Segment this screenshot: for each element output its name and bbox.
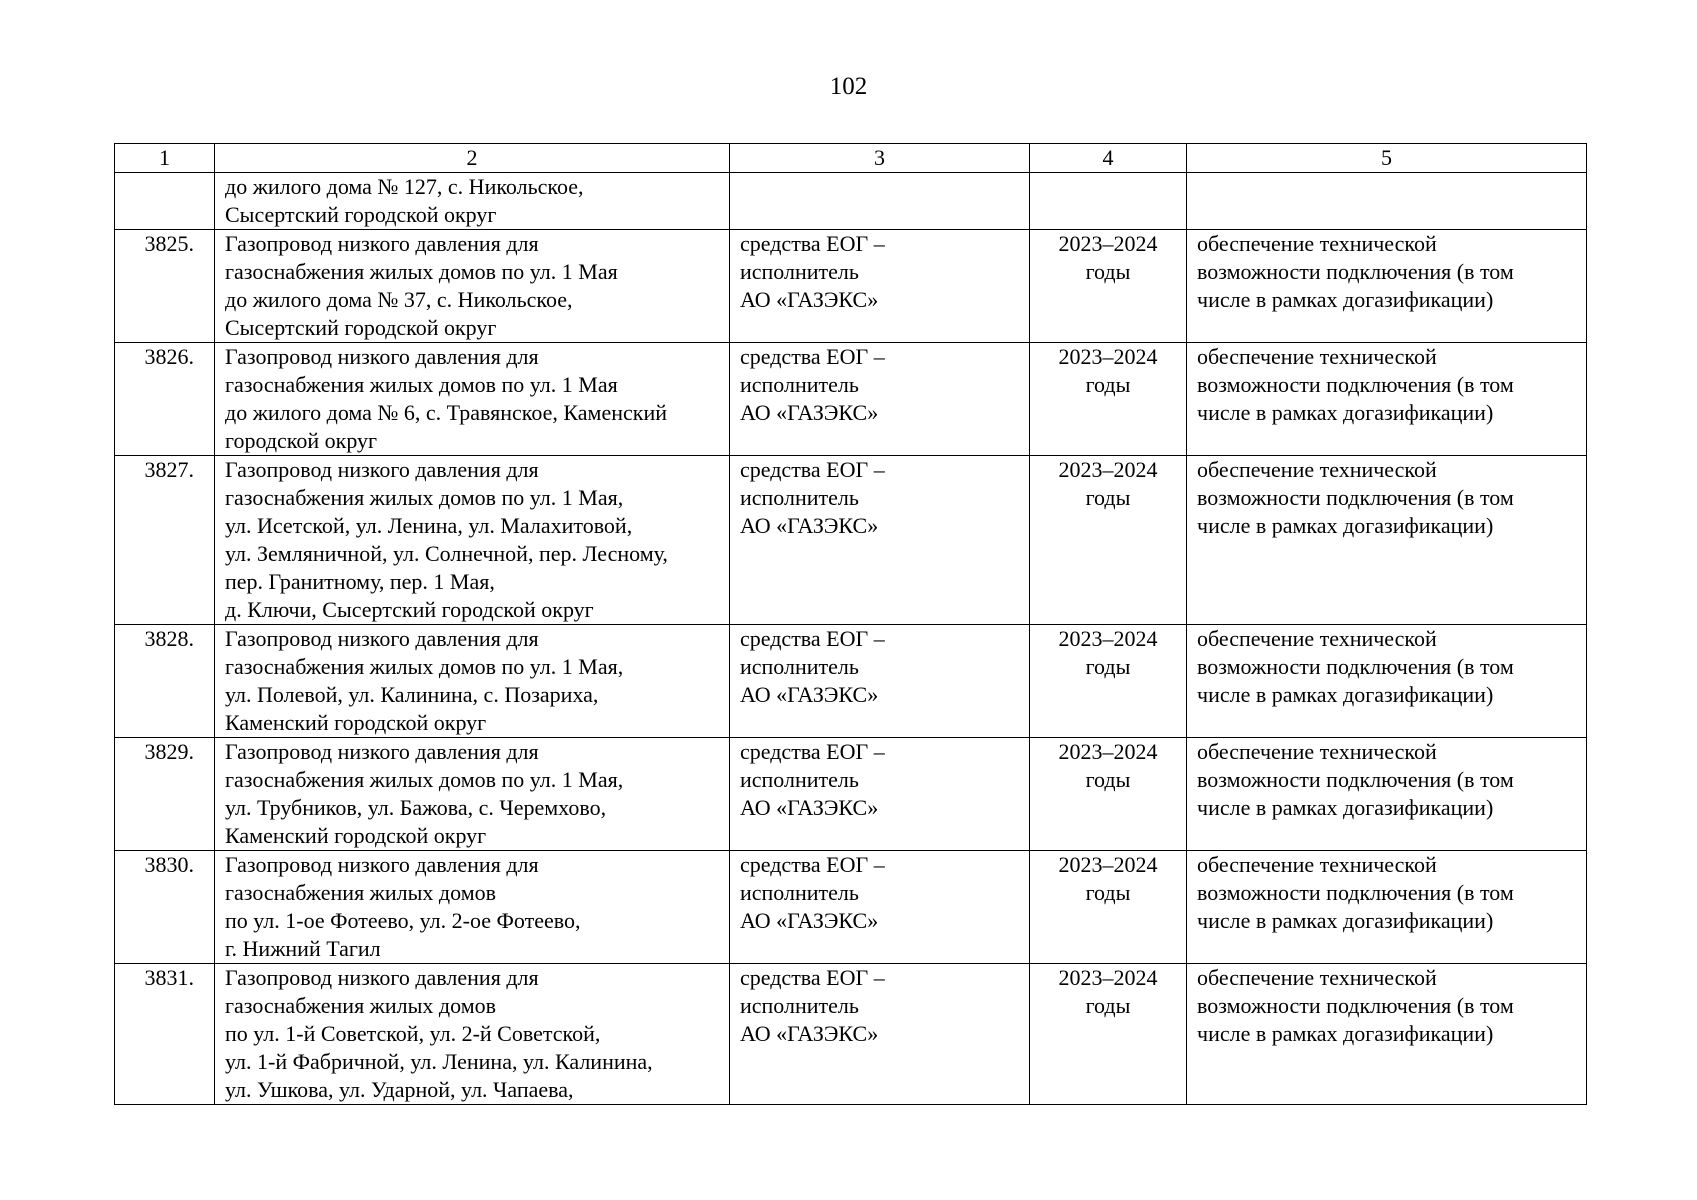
purpose-line: обеспечение технической bbox=[1197, 231, 1437, 256]
purpose-line: обеспечение технической bbox=[1197, 626, 1437, 651]
row-number-cell: 3828. bbox=[115, 625, 215, 738]
purpose-line: числе в рамках догазификации) bbox=[1197, 908, 1494, 933]
implementation-years-line: годы bbox=[1085, 654, 1131, 679]
object-description-line: до жилого дома № 127, с. Никольское, bbox=[225, 174, 584, 199]
purpose-line: числе в рамках догазификации) bbox=[1197, 1021, 1494, 1046]
funding-source-cell bbox=[730, 964, 1030, 1105]
purpose-line: возможности подключения (в том bbox=[1197, 259, 1514, 284]
funding-source-line: АО «ГАЗЭКС» bbox=[740, 908, 879, 933]
purpose-line: числе в рамках догазификации) bbox=[1197, 682, 1494, 707]
purpose-line: обеспечение технической bbox=[1197, 457, 1437, 482]
implementation-years-cell bbox=[1030, 343, 1187, 456]
implementation-years-line: годы bbox=[1085, 767, 1131, 792]
implementation-years-line: 2023–2024 bbox=[1058, 852, 1158, 877]
object-description-line: газоснабжения жилых домов по ул. 1 Мая bbox=[225, 372, 618, 397]
purpose-line: возможности подключения (в том bbox=[1197, 485, 1514, 510]
object-description-line: ул. Ушкова, ул. Ударной, ул. Чапаева, bbox=[225, 1077, 574, 1102]
object-description-line: Каменский городской округ bbox=[225, 823, 487, 848]
header-row bbox=[115, 144, 1587, 173]
table-row bbox=[115, 625, 1587, 738]
funding-source-line: средства ЕОГ – bbox=[740, 965, 885, 990]
implementation-years-line: годы bbox=[1085, 880, 1131, 905]
implementation-years-cell bbox=[1030, 230, 1187, 343]
row-number-cell: 3827. bbox=[115, 456, 215, 625]
object-description-line: д. Ключи, Сысертский городской округ bbox=[225, 597, 594, 622]
object-description-line: газоснабжения жилых домов bbox=[225, 880, 497, 905]
funding-source-cell bbox=[730, 851, 1030, 964]
object-description-line: до жилого дома № 37, с. Никольское, bbox=[225, 287, 573, 312]
object-description-line: газоснабжения жилых домов bbox=[225, 993, 497, 1018]
funding-source-line: исполнитель bbox=[740, 372, 859, 397]
purpose-line: числе в рамках догазификации) bbox=[1197, 287, 1494, 312]
implementation-years-line: 2023–2024 bbox=[1058, 965, 1158, 990]
object-description-line: городской округ bbox=[225, 428, 378, 453]
implementation-years-cell bbox=[1030, 173, 1187, 230]
implementation-years-line: годы bbox=[1085, 259, 1131, 284]
funding-source-line: исполнитель bbox=[740, 485, 859, 510]
object-description-line: Газопровод низкого давления для bbox=[225, 457, 539, 482]
objects-table bbox=[114, 143, 1587, 1105]
table-row bbox=[115, 173, 1587, 230]
object-description-line: Газопровод низкого давления для bbox=[225, 965, 539, 990]
object-description-line: ул. Исетской, ул. Ленина, ул. Малахитовой, bbox=[225, 513, 633, 538]
funding-source-cell bbox=[730, 625, 1030, 738]
object-description-line: Сысертский городской округ bbox=[225, 315, 497, 340]
implementation-years-line: 2023–2024 bbox=[1058, 739, 1158, 764]
implementation-years-cell bbox=[1030, 456, 1187, 625]
funding-source-line: средства ЕОГ – bbox=[740, 344, 885, 369]
funding-source-cell bbox=[730, 738, 1030, 851]
funding-source-line: АО «ГАЗЭКС» bbox=[740, 287, 879, 312]
object-description-line: газоснабжения жилых домов по ул. 1 Мая, bbox=[225, 485, 624, 510]
purpose-cell bbox=[1187, 343, 1587, 456]
purpose-line: возможности подключения (в том bbox=[1197, 372, 1514, 397]
funding-source-line: АО «ГАЗЭКС» bbox=[740, 513, 879, 538]
object-description-line: газоснабжения жилых домов по ул. 1 Мая bbox=[225, 259, 618, 284]
object-description-line: по ул. 1-й Советской, ул. 2-й Советской, bbox=[225, 1021, 601, 1046]
purpose-cell bbox=[1187, 851, 1587, 964]
object-description-line: Сысертский городской округ bbox=[225, 202, 497, 227]
table-row bbox=[115, 964, 1587, 1105]
object-description-line: ул. Земляничной, ул. Солнечной, пер. Лесному, bbox=[225, 541, 668, 566]
implementation-years-cell bbox=[1030, 625, 1187, 738]
object-description-line: г. Нижний Тагил bbox=[225, 936, 381, 961]
purpose-line: возможности подключения (в том bbox=[1197, 767, 1514, 792]
object-description-line: до жилого дома № 6, с. Травянское, Каменский bbox=[225, 400, 668, 425]
object-description-cell bbox=[215, 851, 730, 964]
table-header bbox=[115, 144, 1587, 173]
column-header: 2 bbox=[215, 144, 730, 173]
funding-source-line: АО «ГАЗЭКС» bbox=[740, 795, 879, 820]
row-number-cell: 3830. bbox=[115, 851, 215, 964]
funding-source-cell bbox=[730, 343, 1030, 456]
purpose-line: обеспечение технической bbox=[1197, 965, 1437, 990]
purpose-cell bbox=[1187, 625, 1587, 738]
funding-source-line: средства ЕОГ – bbox=[740, 626, 885, 651]
object-description-line: Газопровод низкого давления для bbox=[225, 626, 539, 651]
row-number-cell: 3826. bbox=[115, 343, 215, 456]
object-description-cell bbox=[215, 230, 730, 343]
table-row bbox=[115, 851, 1587, 964]
implementation-years-line: 2023–2024 bbox=[1058, 231, 1158, 256]
object-description-line: ул. Трубников, ул. Бажова, с. Черемхово, bbox=[225, 795, 607, 820]
implementation-years-cell bbox=[1030, 964, 1187, 1105]
purpose-line: обеспечение технической bbox=[1197, 852, 1437, 877]
implementation-years-cell bbox=[1030, 738, 1187, 851]
column-header: 5 bbox=[1187, 144, 1587, 173]
object-description-line: газоснабжения жилых домов по ул. 1 Мая, bbox=[225, 654, 624, 679]
table-row bbox=[115, 343, 1587, 456]
purpose-line: обеспечение технической bbox=[1197, 344, 1437, 369]
column-header: 3 bbox=[730, 144, 1030, 173]
funding-source-line: средства ЕОГ – bbox=[740, 457, 885, 482]
funding-source-cell bbox=[730, 173, 1030, 230]
funding-source-line: АО «ГАЗЭКС» bbox=[740, 682, 879, 707]
purpose-line: числе в рамках догазификации) bbox=[1197, 795, 1494, 820]
object-description-line: Каменский городской округ bbox=[225, 710, 487, 735]
funding-source-line: АО «ГАЗЭКС» bbox=[740, 400, 879, 425]
funding-source-line: средства ЕОГ – bbox=[740, 231, 885, 256]
object-description-cell bbox=[215, 173, 730, 230]
implementation-years-line: годы bbox=[1085, 485, 1131, 510]
purpose-line: возможности подключения (в том bbox=[1197, 654, 1514, 679]
object-description-cell bbox=[215, 343, 730, 456]
funding-source-cell bbox=[730, 230, 1030, 343]
implementation-years-line: 2023–2024 bbox=[1058, 344, 1158, 369]
object-description-line: Газопровод низкого давления для bbox=[225, 344, 539, 369]
row-number-cell bbox=[115, 173, 215, 230]
funding-source-line: исполнитель bbox=[740, 654, 859, 679]
purpose-cell bbox=[1187, 738, 1587, 851]
table-row bbox=[115, 230, 1587, 343]
purpose-cell bbox=[1187, 964, 1587, 1105]
purpose-cell bbox=[1187, 456, 1587, 625]
table-row bbox=[115, 456, 1587, 625]
funding-source-line: исполнитель bbox=[740, 880, 859, 905]
table-body bbox=[115, 173, 1587, 1105]
funding-source-line: исполнитель bbox=[740, 767, 859, 792]
table-row bbox=[115, 738, 1587, 851]
object-description-cell bbox=[215, 456, 730, 625]
funding-source-line: АО «ГАЗЭКС» bbox=[740, 1021, 879, 1046]
purpose-line: возможности подключения (в том bbox=[1197, 880, 1514, 905]
funding-source-cell bbox=[730, 456, 1030, 625]
object-description-line: пер. Гранитному, пер. 1 Мая, bbox=[225, 569, 495, 594]
purpose-line: возможности подключения (в том bbox=[1197, 993, 1514, 1018]
column-header: 1 bbox=[115, 144, 215, 173]
object-description-line: ул. Полевой, ул. Калинина, с. Позариха, bbox=[225, 682, 599, 707]
object-description-line: газоснабжения жилых домов по ул. 1 Мая, bbox=[225, 767, 624, 792]
object-description-cell bbox=[215, 964, 730, 1105]
implementation-years-line: годы bbox=[1085, 372, 1131, 397]
implementation-years-line: годы bbox=[1085, 993, 1131, 1018]
row-number-cell: 3825. bbox=[115, 230, 215, 343]
object-description-cell bbox=[215, 625, 730, 738]
implementation-years-line: 2023–2024 bbox=[1058, 457, 1158, 482]
object-description-line: Газопровод низкого давления для bbox=[225, 739, 539, 764]
funding-source-line: исполнитель bbox=[740, 993, 859, 1018]
object-description-line: ул. 1-й Фабричной, ул. Ленина, ул. Калинина, bbox=[225, 1049, 653, 1074]
purpose-line: обеспечение технической bbox=[1197, 739, 1437, 764]
object-description-line: Газопровод низкого давления для bbox=[225, 231, 539, 256]
row-number-cell: 3831. bbox=[115, 964, 215, 1105]
object-description-line: Газопровод низкого давления для bbox=[225, 852, 539, 877]
object-description-line: по ул. 1-ое Фотеево, ул. 2-ое Фотеево, bbox=[225, 908, 581, 933]
object-description-cell bbox=[215, 738, 730, 851]
column-header: 4 bbox=[1030, 144, 1187, 173]
purpose-line: числе в рамках догазификации) bbox=[1197, 513, 1494, 538]
purpose-cell bbox=[1187, 230, 1587, 343]
page-number: 102 bbox=[829, 73, 868, 100]
implementation-years-line: 2023–2024 bbox=[1058, 626, 1158, 651]
funding-source-line: средства ЕОГ – bbox=[740, 739, 885, 764]
implementation-years-cell bbox=[1030, 851, 1187, 964]
purpose-cell bbox=[1187, 173, 1587, 230]
purpose-line: числе в рамках догазификации) bbox=[1197, 400, 1494, 425]
funding-source-line: исполнитель bbox=[740, 259, 859, 284]
row-number-cell: 3829. bbox=[115, 738, 215, 851]
funding-source-line: средства ЕОГ – bbox=[740, 852, 885, 877]
